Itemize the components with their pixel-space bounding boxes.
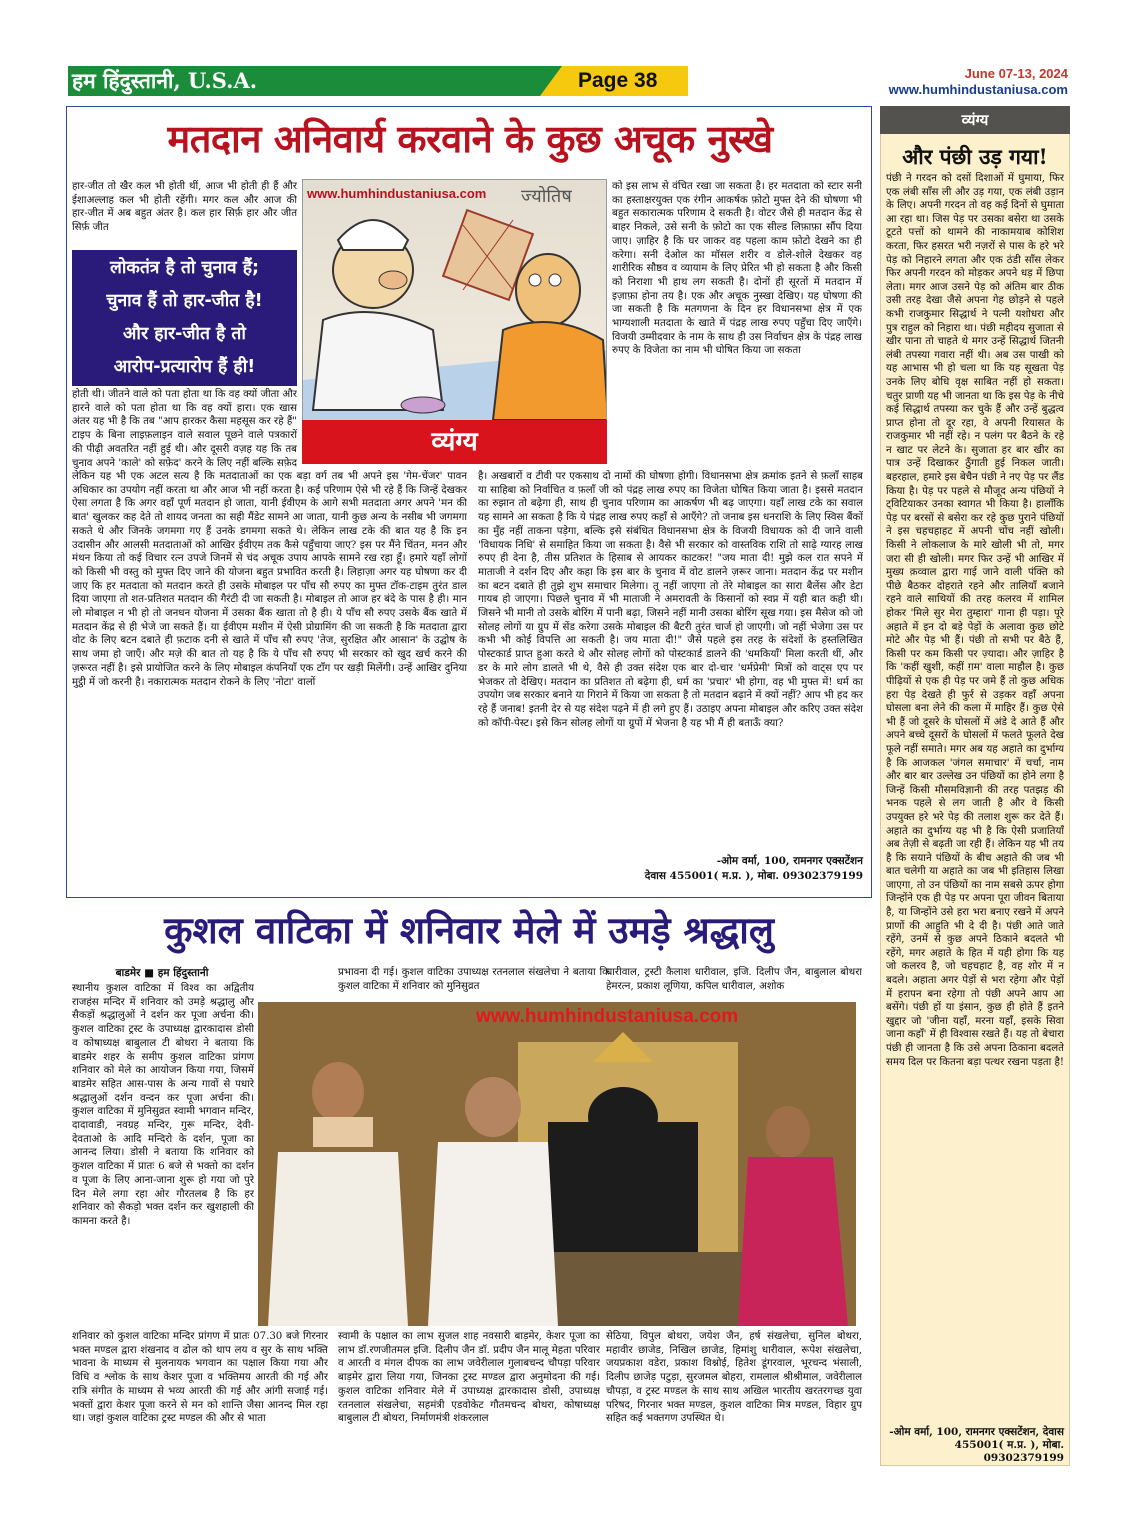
article1-byline-address: देवास 455001( म.प्र. ), मोबा. 09302379199 bbox=[644, 870, 863, 882]
article1-col1-body: लेकिन यह भी एक अटल सत्य है कि मतदाताओं का एक बड़ा वर्ग तब भी अपने इस 'गेम-चेंजर' पावन अधिकार का उपयोग नहीं करता था और आज भी नहीं करता है। कई परिणाम ऐसे भी रहे हैं कि जिन्हें देखकर ऐसा लगता है कि अगर वहाँ पूर्ण मतदान हो जाता, यानी ईवीएम के आगे सभी मतदाता अगर अपने 'मन की बात' खुलकर कह देते तो शायद जनता का सही मैंडेट सामने आ जाता, यानी कुछ अन्य के नसीब भी जगमगा सकते थे और जिनके जगमगा गए हैं उनके डगमगा सकते थे। लेकिन लाख टके की बात यह है कि इन उदासीन और आलसी मतदाताओं को आखिर ईवीएम तक कैसे पहुँचाया जाए? इस पर मैंने चिंतन, मनन और मंथन किया तो कई विचार रत्न उपजे जिनमें से चंद अचूक उपाय आपके सामने रख रहा हूँ। हमारे यहाँ लोगों को किसी भी वस्तु को मुफ्त दिए जाने की योजना बहुत प्रभावित करती है। लिहाज़ा अगर यह घोषणा कर दी जाए कि हर मतदाता को मतदान करते ही उसके मोबाइल पर पाँच सौ रुपए का मुफ्त टॉक-टाइम तुरंत डाल दिया जाएगा तो शत-प्रतिशत मतदान की गैरंटी दी जा सकती है। मोबाइल तो आज हर बंदे के पास है ही। मान लो मोबाइल न भी हो तो जनधन योजना में उसका बैंक खाता तो है ही। ये पाँच सौ रुपए उसके बैंक खाते में मतदान केंद्र से ही भेजे जा सकते हैं। या ईवीएम मशीन में ऐसी प्रोग्रामिंग की जा सकती है कि मतदाता द्वारा वोट के लिए बटन दबाते ही फ़टाक दनी से खाते में पाँच सौ रुपए 'तेज, सुरक्षित और आसान' के उद्घोष के साथ जमा हो जाएँ। और मज़े की बात तो यह है कि ये पाँच सौ रुपए भी सरकार को खुद खर्च करने की ज़रूरत नहीं है। इसे प्रायोजित करने के लिए मोबाइल कंपनियाँ एक टाँग पर खड़ी मिलेंगी। उन्हें आखिर दुनिया मुट्ठी में जो करनी है। नकारात्मक मतदान रोकने के लिए 'नोटा' वालों bbox=[72, 471, 467, 688]
pullquote: लोकतंत्र है तो चुनाव हैं; चुनाव हैं तो हार-जीत है! और हार-जीत है तो आरोप-प्रत्यारोप हैं ही! bbox=[72, 250, 297, 386]
article2-col1: स्थानीय कुशल वाटिका में विश्व का अद्वितीय राजहंस मन्दिर में शनिवार को उमड़े श्रद्धालु और सैकड़ों श्रद्धालुओं ने दर्शन कर पूजा अर्चना की। कुशल वाटिका ट्रस्ट के उपाध्यक्ष द्वारकादास डोसी व कोषाध्यक्ष बाबुलाल टी बोथरा ने बताया कि बाडमेर शहर के समीप कुशल वाटिका प्रांगण शनिवार को मेले का आयोजन किया गया, जिसमें बाडमेर सहित आस-पास के अन्य गावों से पधारे श्रद्धालुओं दर्शन वन्दन कर पूजा अर्चना की। कुशल वाटिका में मुनिसुव्रत स्वामी भगवान मन्दिर, दादावाडी, नवग्रह मन्दिर, गुरू मन्दिर, देवी-देवताओ के आदि मन्दिरो के दर्शन, पूजा का आनन्द लिया। डोसी ने बताया कि शनिवार को कुशल वाटिका में प्रातः 6 बजे से भक्तो का दर्शन व पूजा के लिए आना-जाना शुरू हो गया जो पुरे दिन मेले लगा रहा ओर गौरतलब है कि हर शनिवार को सैकड़ो भक्त दर्शन कर खुशहाली की कामना करते है। bbox=[72, 983, 254, 1227]
page-number: Page 38 bbox=[578, 69, 658, 92]
article1-col2-body: है। अखबारों व टीवी पर एकसाथ दो नामों की घोषणा होगी। विधानसभा क्षेत्र क्रमांक इतने से फ़लाँ साहब या साहिबा को निर्वाचित व फ़लाँ जी को पंद्रह लाख रुपए का विजेता घोषित किया जाता है। इससे मतदान का रुझान तो बढ़ेगा ही, साथ ही चुनाव परिणाम का आकर्षण भी बढ़ जाएगा। यहाँ लाख टके का सवाल यह सामने आ सकता है कि ये पंद्रह लाख रुपए कहाँ से आएँगे? तो जनाब इस धनराशि के लिए स्विस बैंकों का मुँह नहीं ताकना पड़ेगा, बल्कि इसे संबंधित विधानसभा क्षेत्र के विजयी विधायक को दी जाने वाली 'विधायक निधि' से समाहित किया जा सकता है। वैसे भी सरकार को वास्तविक राशि तो साढ़े ग्यारह लाख रुपए ही देना है, तीस प्रतिशत के हिसाब से आयकर काटकर! "जय माता दी! मुझे कल रात सपने में माताजी ने दर्शन दिए और कहा कि इस बार के चुनाव में वोट डालने ज़रूर जाना। मतदान केंद्र पर मशीन का बटन दबाते ही तुझे शुभ समाचार मिलेगा। तू नहीं जाएगा तो तेरे मोबाइल का सारा बैलेंस और डेटा गायब हो जाएगा। पिछले चुनाव में भी माताजी ने अमरावती के किसानों को स्वप्न में यही बात कही थी। जिसने भी मानी तो उसके बोरिंग में पानी बढ़ा, जिसने नहीं मानी उसका बोरिंग सूख गया। इस मैसेज को जो सोलह लोगों या ग्रुप में सेंड करेगा उसके मोबाइल की बैटरी तुरंत चार्ज हो जाएगी। जो नहीं भेजेगा उस पर कभी भी कोई विपत्ति आ सकती है। जय माता दी!" जैसे पहले इस तरह के संदेशों के हस्तलिखित पोस्टकार्ड प्राप्त हुआ करते थे और सोलह लोगों को पोस्टकार्ड डालने की 'धमकियाँ' मिला करती थीं, और डर के मारे लोग डालते भी थे, वैसे ही उक्त संदेश एक बार दो-चार 'धर्मप्रेमी' मित्रों को वाट्स एप पर भेजकर तो देखिए। मतदान का प्रतिशत तो बढ़ेगा ही, धर्म का 'प्रचार' भी होगा, वह भी मुफ्त में! धर्म का उपयोग जब सरकार बनाने या गिराने में किया जा सकता है तो मतदान बढ़ाने में क्यों नहीं? आप भी हद कर रहे हैं जनाब! इतनी देर से यह संदेश पढ़ने में ही लगे हुए हैं। उठाइए अपना मोबाइल और करिए उक्त संदेश को कॉपी-पेस्ट। इसे किन सोलह लोगों या ग्रुपों में भेजना है यह भी मैं ही बताऊँ क्या? bbox=[478, 471, 863, 729]
article2-headline: कुशल वाटिका में शनिवार मेले में उमड़े श्रद्धालु bbox=[164, 908, 774, 952]
satire-category-banner: व्यंग्य bbox=[302, 420, 607, 464]
article2-bottom-col3: सेठिया, विपुल बोथरा, जयेश जैन, हर्ष संखलेचा, सुनिल बोथरा, महावीर छाजेड, निखिल छाजेड, हिमांशु धारीवाल, रूपेश संखलेचा, जयप्रकाश वडेरा, प्रकाश विश्नोई, हितेश डूंगरवाल, भूरचन्द भंसाली, दिलीप छाजेड़ पटुड़ा, सुरजमल बोहरा, रामलाल श्रीश्रीमाल, जवेरीलाल चौपड़ा, व ट्रस्ट मण्डल के साथ साथ अखिल भारतीय खरतरगच्छ युवा परिषद, गिरनार भक्त मण्डल, कुशल वाटिका मित्र मण्डल, विहार ग्रुप सहित कई भक्तगण उपस्थित थे। bbox=[606, 1331, 862, 1425]
cartoon-label: ज्योतिष bbox=[521, 186, 572, 207]
article1-headline: मतदान अनिवार्य करवाने के कुछ अचूक नुस्खे bbox=[167, 116, 773, 161]
sidebar-category-tag: व्यंग्य bbox=[880, 106, 1070, 134]
website-link[interactable]: www.humhindustaniusa.com bbox=[888, 82, 1068, 97]
article1-col1-top: हार-जीत तो खैर कल भी होती थीं, आज भी होती ही हैं और ईशाअल्लाह कल भी होती रहेंगी। मगर कल और आज की हार-जीत में अब बहुत अंतर है। कल हार सिर्फ़ हार और जीत सिर्फ़ जीत bbox=[72, 181, 297, 234]
article2-bottom-col2: स्वामी के पक्षाल का लाभ सुजल शाह नवसारी बाड़मेर, केशर पूजा का लाभ डॉ.रणजीतमल इजि. दिलीप जैन डॉ. प्रदीप जैन मालू मेहता परिवार व आरती व मंगल दीपक का लाभ जवेरीलाल गुलाबचन्द चौपड़ा परिवार बाड़मेर द्वारा लिया गया, जिनका ट्रस्ट मण्डल द्वारा अनुमोदना की गई। कुशल वाटिका शनिवार मेले में उपाध्यक्ष द्वारकादास डोसी, उपाध्यक्ष रतनलाल संखलेचा, सहमंत्री एडवोकेट गौतमचन्द बोथरा, कोषाध्यक्ष बाबुलाल टी बोथरा, निर्माणमंत्री शंकरलाल bbox=[338, 1331, 600, 1425]
article2-col2-top: प्रभावना दी गई। कुशल वाटिका उपाध्यक्ष रतनलाल संखलेचा ने बताया कि कुशल वाटिका में शनिवार को मुनिसुव्रत bbox=[338, 967, 610, 992]
article1-byline: -ओम वर्मा, 100, रामनगर एक्सटेंशन bbox=[716, 855, 863, 867]
issue-date: June 07-13, 2024 bbox=[964, 66, 1068, 81]
article1-col2-top: को इस लाभ से वंचित रखा जा सकता है। हर मतदाता को स्टार सनी का हस्ताक्षरयुक्त एक रंगीन आकर्षक फ़ोटो मुफ्त देने की घोषणा भी बहुत सकारात्मक परिणाम दे सकती है। वोटर जैसे ही मतदान केंद्र से बाहर निकले, उसे सनी के फ़ोटो का एक सील्ड लिफ़ाफ़ा सौंप दिया जाए। ज़ाहिर है कि घर जाकर वह पहला काम फ़ोटो देखने का ही करेगा। सनी देओल का मॉसल शरीर व डोले-शोले देखकर वह शारीरिक सौष्ठव व व्यायाम के लिए प्रेरित भी हो सकता है और किसी को निराशा भी हाथ लग सकती है। दोनों ही सूरतों में मतदान में इज़ाफ़ा होना तय है। एक और अचूक नुस्खा देखिए। यह घोषणा की जा सकती है कि मतगणना के दिन हर विधानसभा क्षेत्र में एक भाग्यशाली मतदाता के खाते में पंद्रह लाख रुपए पहुँचा दिए जाएँगे। विजयी उम्मीदवार के नाम के साथ ही उस निर्वाचन क्षेत्र के पंद्रह लाख रुपए के विजेता का नाम भी घोषित किया जा सकता bbox=[612, 181, 862, 357]
sidebar-headline: और पंछी उड़ गया! bbox=[902, 144, 1048, 169]
article2-dateline: बाडमेर ■ हम हिंदुस्तानी bbox=[115, 967, 209, 979]
article1-col1-mid: होती थी। जीतने वाले को पता होता था कि वह क्यों जीता और हारने वाले को पता होता था कि वह क्यों हारा। एक खास अंतर यह भी है कि तब "आप हारकर कैसा महसूस कर रहे हैं" टाइप के बिना लाइफ़लाइन वाले सवाल पूछने वाले पत्रकारों की पीढ़ी अवतरित नहीं हुई थी। और दूसरी वज़ह यह कि तब चुनाव अपने 'काले' को सफ़ेद' करने के लिए नहीं बल्कि सफ़ेद bbox=[72, 389, 297, 469]
photo-watermark: www.humhindustaniusa.com bbox=[476, 1006, 739, 1027]
cartoon-drawing bbox=[303, 180, 607, 420]
publication-title: हम हिंदुस्तानी, U.S.A. bbox=[72, 68, 258, 93]
article2-col3-top: धारीवाल, ट्रस्टी कैलाश धारीवाल, इजि. दिलीप जैन, बाबुलाल बोथरा हेमरत्न, प्रकाश लूणिया, कपिल धारीवाल, अशोक bbox=[606, 967, 862, 992]
article2-bottom-col1: शनिवार को कुशल वाटिका मन्दिर प्रांगण में प्रातः 07.30 बजे गिरनार भक्त मण्डल द्वारा शंखनाद व ढोल को थाप लय व सुर के साथ भक्ति भावना के माध्यम से मुलनायक भगवान का पक्षाल किया गया और विधि व श्लोक के साथ केशर पूजा व भक्तिमय आरती की गई और रात्रि संगीत के माध्यम से भव्य आरती की गई और आंगी सजाई गई। भक्तों द्वारा केशर पूजा करने से मन को शान्ति जैसा आनन्द मिल रहा था। जहां कुशल वाटिका ट्रस्ट मण्डल की और से भाता bbox=[72, 1331, 328, 1425]
sidebar-byline: -ओम वर्मा, 100, रामनगर एक्सटेंशन, देवास 455001( म.प्र. ), मोबा. 09302379199 bbox=[889, 1426, 1064, 1464]
cartoon-watermark: www.humhindustaniusa.com bbox=[307, 186, 487, 201]
temple-photo-scene bbox=[258, 1002, 856, 1326]
sidebar-body: पंछी ने गरदन को दसों दिशाओं में घुमाया, फिर एक लंबी साँस ली और उड़ गया, एक लंबी उड़ान के लिए। अपनी गरदन तो वह कई दिनों से घुमाता आ रहा था। जिस पेड़ पर उसका बसेरा था उसके टूटते पत्तों को थामने की नाकामयाब कोशिश करता, फिर हसरत भरी नज़रों से पास के हरे भरे पेड़ को निहारने लगता और एक ठंडी साँस लेकर फिर अपनी गरदन को मोड़कर अपने धड़ में छिपा लेता। मगर आज उसने पेड़ को अंतिम बार ठीक उसी तरह देखा जैसे अपना गेह छोड़ने से पहले कभी राजकुमार सिद्धार्थ ने पत्नी यशोधरा और पुत्र राहुल को निहारा था। पंछी महीदय सुजाता से खीर पाना तो चाहते थे मगर उन्हें सिद्धार्थ जितनी लंबी तपस्या गवारा नहीं थी। अब उस पाखी को यह आभास भी हो चला था कि यह सूखता पेड़ उनके लिए बोधि वृक्ष साबित नहीं हो सकता। चतुर प्राणी यह भी जानता था कि इस पेड़ के नीचे कई सिद्धार्थ तपस्या कर चुके हैं और उन्हें बुद्धत्व प्राप्त होना तो दूर रहा, वे अपनी रियासत के राजकुमार भी नहीं रहे। न पलंग पर बैठने के रहे न खाट पर लेटने के। सुजाता हर बार खीर का पात्र उन्हें दिखाकर ठुँगाती हुई निकल जाती। बहरहाल, हमारे इस बेचैन पंछी ने नए पेड़ पर लैंड किया है। पेड़ पर पहले से मौजूद अन्य पंछियों ने ट्विटियाकर उनका स्वागत भी किया है। हालाँकि पेड़ पर बरसों से बसेरा कर रहे कुछ पुराने पंछियों ने इस चहचहाहट में अपनी चोंच नहीं खोली। किसी ने लोकलाज के मारे खोली भी तो, मगर जरा सी ही खोली। मगर फिर उन्हें भी आखिर में मुख्य क़व्वाल द्वारा गाई जाने वाली पंक्ति को पीछे बैठकर दोहराते रहने और तालियाँ बजाने रहने वाले साथियों की तरह कलरव में शामिल होकर 'मिले सुर मेरा तुम्हारा' गाना ही पड़ा। पूरे अहाते में इन दो बड़े पेड़ों के अलावा कुछ छोटे मोटे और पेड़ भी हैं। पंछी तो सभी पर बैठे हैं, किसी पर कम किसी पर ज़्यादा। और ज़ाहिर है कि 'कहीं खुशी, कहीं ग़म' वाला माहौल है। कुछ पीढ़ियों से एक ही पेड़ पर जमे हैं तो कुछ अधिक हरा पेड़ देखते ही फुर्र से उड़कर वहाँ अपना घोसला बना लेने की कला में माहिर हैं। कुछ ऐसे भी हैं जो दूसरे के घोसलों में अंडे दे आते हैं और अपने बच्चे दूसरों के घोसलों में फलते फूलते देख फूले नहीं समाते। मगर अब यह अहाते का दुर्भाग्य है कि आजकल 'जंगल समाचार' में चर्चा, नाम और बार बार उल्लेख उन पंछियों का होने लगा है जिन्हें किसी मौसमविज्ञानी की तरह पतझड़ की भनक पहले से लग जाती है और वे किसी उपयुक्त हरे भरे पेड़ की तलाश शुरू कर देते हैं। अहाते का दुर्भाग्य यह भी है कि ऐसी प्रजातियाँ अब तेज़ी से बढ़ती जा रही हैं। लेकिन यह भी तय है कि सयाने पंछियों के बीच अहाते की जब भी बात चलेगी या अहाते का जब भी इतिहास लिखा जाएगा, तो उन पंछियों का नाम सबसे ऊपर होगा जिन्होंने एक ही पेड़ पर अपना पूरा जीवन बिताया है, या जिन्होंने उसे हरा भरा बनाए रखने में अपने प्राणों की आहुति भी दे दी है। पंछी आते जाते रहेंगे, उनमें से कुछ अपने ठिकाने बदलते भी रहेंगे, मगर अहाते के हित में यही होगा कि यह जो कलरव है, जो चहचहाट है, वह शोर में न बदले। अहाता अगर पेड़ों से भरा रहेगा और पेड़ों में हरापन बना रहेगा तो पंछी अपने आप आ बसेंगे। पंछी हों या इंसान, कुछ ही होते हैं इतने खुद्दार जो 'जीना यहाँ, मरना यहाँ, इसके सिवा जाना कहाँ' में ही विश्वास रखते हैं। यह तो बेचारा पंछी ही जानता है कि उसे अपना ठिकाना बदलते समय दिल पर कितना बड़ा पत्थर रखना पड़ता है! bbox=[886, 173, 1064, 1068]
temple-photo bbox=[258, 1002, 856, 1326]
